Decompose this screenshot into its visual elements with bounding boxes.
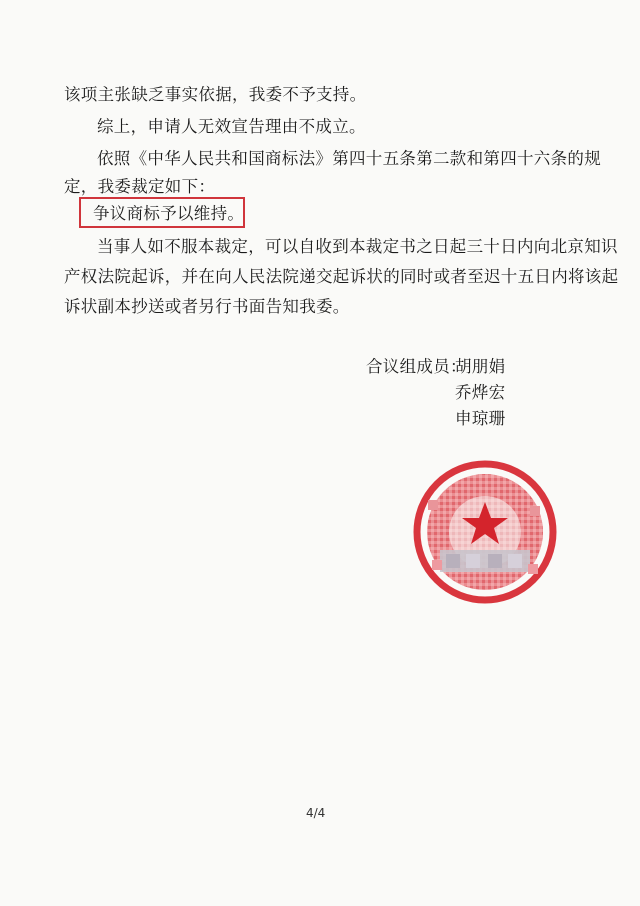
text-line: 综上，申请人无效宣告理由不成立。 (97, 117, 366, 136)
panel-member-name: 申琼珊 (455, 409, 506, 428)
text-line: 定，我委裁定如下： (64, 177, 216, 196)
panel-member-name: 胡朋娟 (455, 357, 506, 376)
text-line: 产权法院起诉，并在向人民法院递交起诉状的同时或者至迟十五日内将该起 (64, 267, 619, 286)
page-number: 4/4 (306, 806, 326, 820)
ruling-text: 争议商标予以维持。 (93, 204, 245, 223)
text-line: 当事人如不服本裁定，可以自收到本裁定书之日起三十日内向北京知识 (97, 237, 618, 256)
text-line: 诉状副本抄送或者另行书面告知我委。 (64, 297, 350, 316)
text-line: 该项主张缺乏事实依据，我委不予支持。 (64, 85, 367, 104)
text-line: 依照《中华人民共和国商标法》第四十五条第二款和第四十六条的规 (97, 149, 601, 168)
official-seal-icon (410, 460, 560, 605)
panel-members-label: 合议组成员： (366, 357, 467, 376)
panel-member-name: 乔烨宏 (455, 383, 506, 402)
